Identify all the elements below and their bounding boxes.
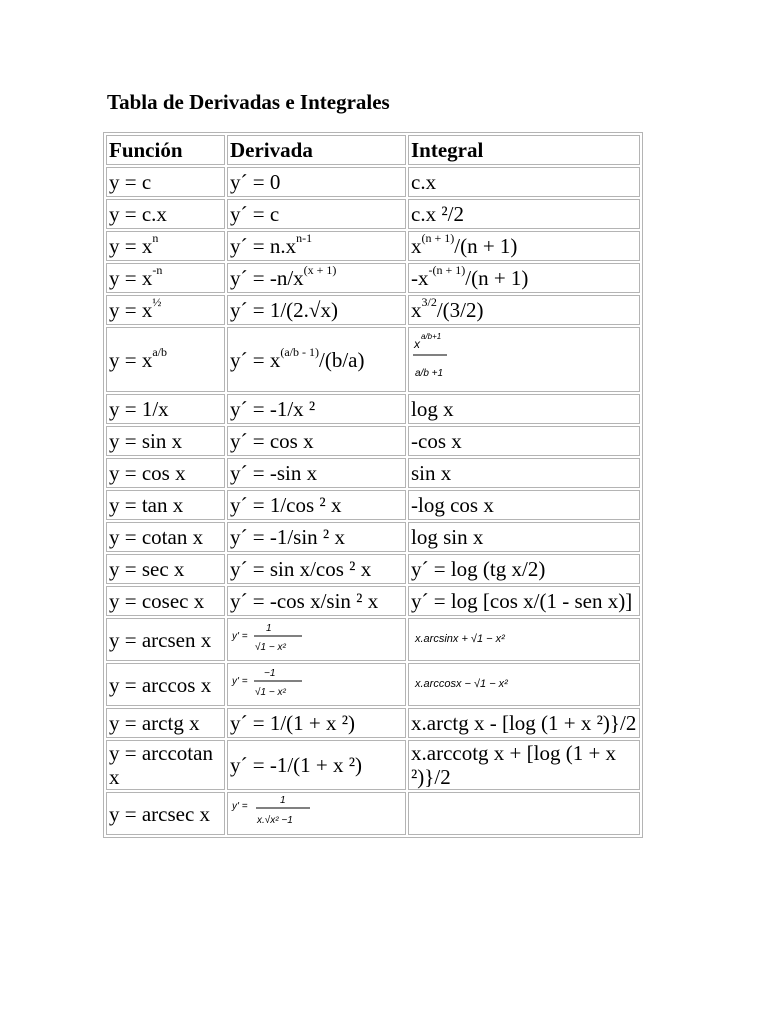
svg-text:a/b+1: a/b+1 [421,332,442,341]
derivada-cell: y´ = 1/(2.√x) [227,295,406,325]
integral-cell [408,327,640,392]
table-header-row [106,135,640,165]
derivada-cell: y´ = 1/(1 + x ²) [227,708,406,738]
svg-text:1: 1 [280,795,286,806]
svg-text:1: 1 [266,623,272,634]
table-row [106,586,640,616]
funcion-cell: y = arctg x [106,708,225,738]
integral-cell: $x^{3/2}/(3/2)$ [408,295,640,325]
table-row [106,618,640,661]
table-row [106,458,640,488]
svg-text:x.√x² −1: x.√x² −1 [257,815,293,826]
svg-text:y' =: y' = [232,676,248,687]
funcion-cell: $y = x^{-n}$ [106,263,225,293]
table-row [106,231,640,261]
derivada-cell: y´ = 0 [227,167,406,197]
funcion-cell: y = c.x [106,199,225,229]
table-row [106,663,640,706]
integral-cell: x.arctg x - [log (1 + x ²)}/2 [408,708,640,738]
funcion-cell: y = arccotan x [106,740,225,790]
funcion-cell: y = arcsen x [106,618,225,661]
funcion-cell: y = 1/x [106,394,225,424]
svg-text:−1: −1 [264,668,276,679]
integral-cell [408,663,640,706]
table-row [106,792,640,835]
derivada-cell: y´ = -1/sin ² x [227,522,406,552]
table-row [106,167,640,197]
table-row [106,708,640,738]
integral-cell [408,792,640,835]
table-row [106,554,640,584]
derivative-formula-image [230,619,310,655]
integral-formula-image [411,667,541,697]
svg-text:x.arcsinx + √1 − x²: x.arcsinx + √1 − x² [415,633,505,645]
funcion-cell: y = arccos x [106,663,225,706]
svg-text:√1 − x²: √1 − x² [255,687,286,698]
svg-text:y' =: y' = [232,631,248,642]
funcion-cell: y = cotan x [106,522,225,552]
derivada-cell: y´ = c [227,199,406,229]
funcion-cell: y = tan x [106,490,225,520]
derivative-formula-image [230,793,314,829]
derivada-cell: y´ = -1/(1 + x ²) [227,740,406,790]
integral-cell: $-x^{-(n + 1)}/(n + 1)$ [408,263,640,293]
funcion-cell: $y = x^{\frac{1}{2}}$ [106,295,225,325]
integral-cell: y´ = log (tg x/2) [408,554,640,584]
svg-text:y' =: y' = [232,801,248,812]
header-funcion: Función [106,135,225,165]
integral-cell: sin x [408,458,640,488]
integral-cell [408,618,640,661]
derivada-cell [227,792,406,835]
derivada-cell: y´ = sin x/cos ² x [227,554,406,584]
funcion-cell: y = cos x [106,458,225,488]
derivada-cell: y´ = $n.x^{n-1}$ [227,231,406,261]
derivada-cell: y´ = -cos x/sin ² x [227,586,406,616]
funcion-cell: y = sec x [106,554,225,584]
derivada-cell: y´ = 1/cos ² x [227,490,406,520]
svg-text:√1 − x²: √1 − x² [255,642,286,653]
table-row [106,295,640,325]
svg-text:x: x [414,337,420,351]
integral-cell: y´ = log [cos x/(1 - sen x)] [408,586,640,616]
integral-cell: $x^{(n + 1)}/(n + 1)$ [408,231,640,261]
derivada-cell: y´ = cos x [227,426,406,456]
derivative-formula-image [230,664,310,700]
header-derivada: Derivada [227,135,406,165]
integral-cell: c.x ²/2 [408,199,640,229]
table-row [106,199,640,229]
table-row [106,426,640,456]
derivada-cell: y´ = $-n/x^{(x + 1)}$ [227,263,406,293]
integral-cell: x.arccotg x + [log (1 + x ²)}/2 [408,740,640,790]
integral-formula-image [411,328,451,386]
integral-cell: -log cos x [408,490,640,520]
derivada-cell [227,618,406,661]
table-row [106,263,640,293]
integral-cell: log x [408,394,640,424]
funcion-cell: y = cosec x [106,586,225,616]
table-row [106,490,640,520]
integral-cell: log sin x [408,522,640,552]
svg-text:a/b +1: a/b +1 [415,368,444,379]
integral-cell: c.x [408,167,640,197]
svg-text:x.arccosx − √1 − x²: x.arccosx − √1 − x² [415,678,508,690]
header-integral: Integral [408,135,640,165]
table-row [106,394,640,424]
integral-formula-image [411,622,541,652]
derivatives-table [103,132,643,838]
funcion-cell: $y = x^n$ [106,231,225,261]
page-title: Tabla de Derivadas e Integrales [107,90,390,114]
table-row [106,327,640,392]
table-row [106,522,640,552]
table-row [106,740,640,790]
derivada-cell: y´ = -sin x [227,458,406,488]
integral-cell: -cos x [408,426,640,456]
derivada-cell: y´ = $x^{(a/b - 1)}/(b/a)$ [227,327,406,392]
derivada-cell [227,663,406,706]
funcion-cell: y = c [106,167,225,197]
funcion-cell: $y = x^{a/b}$ [106,327,225,392]
funcion-cell: y = arcsec x [106,792,225,835]
funcion-cell: y = sin x [106,426,225,456]
derivada-cell: y´ = -1/x ² [227,394,406,424]
